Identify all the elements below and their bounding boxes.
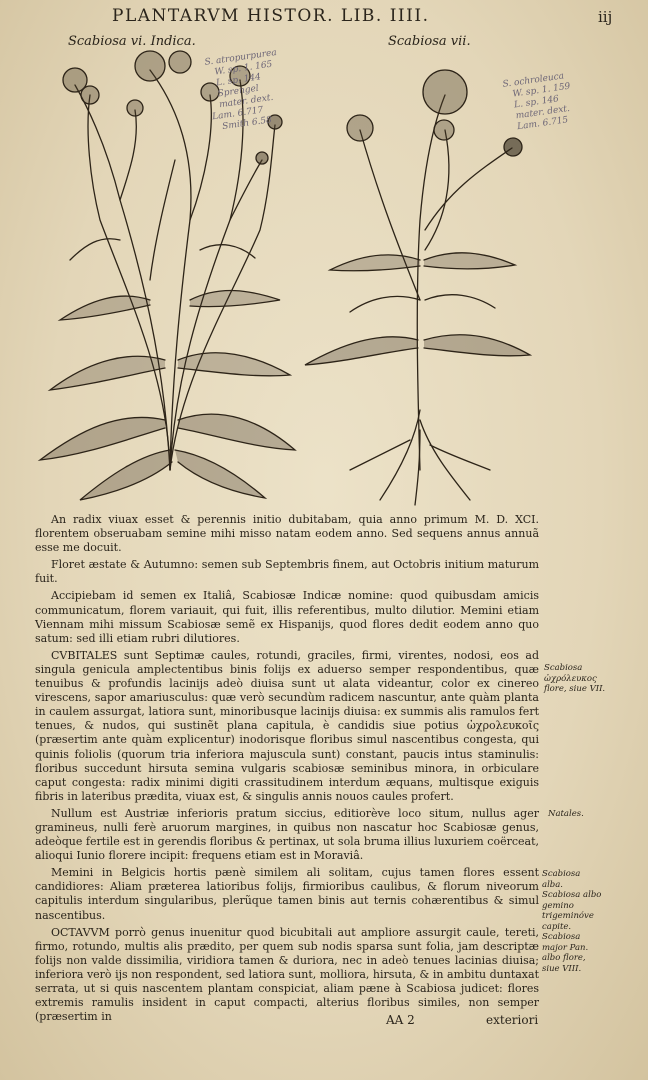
page-number: iij bbox=[598, 8, 613, 26]
running-header: PLANTARVM HISTOR. LIB. IIII. bbox=[112, 6, 430, 26]
catchword: exteriori bbox=[486, 1013, 539, 1027]
margin-note-natales: Natales. bbox=[548, 809, 584, 819]
margin-note-ochroleuca: Scabiosa ὠχρόλευκος flore, siue VII. bbox=[544, 663, 606, 694]
handwritten-note-left: S. atropurpurea W. sp. 1. 165 L. sp. 144 Sprengel mater. dext. Lam. 6.717 Smith 6.58 bbox=[204, 47, 278, 134]
plant-illustration-scabiosa-vii bbox=[305, 70, 530, 505]
paragraph: CVBITALES sunt Septimæ caules, rotundi, graciles, firmi, virentes, nodosi, eos ad singula genicula amplectentibus binis folijs ex aduerso semper respondentibus, quæ tenuibus & profundis lacinijs adeò diuisa sunt ut alata videantur, color ex cinereo virescens, sapor amariusculus: quæ verò secundùm radicem nascuntur, ante quàm planta in caulem assurgat, latiora sunt, minoribusque lacinijs diuisa: ex summis alis ramulos fert tenues, & nudos, qui sustinẽt plana capitula, è candidis siue potius ὠχρολευκοῖς (præsertim ante quàm explicentur) inodorisque floribus simul nascentibus congesta, qui quinis foliolis (quorum tria inferiora majuscula sunt) constant, paucis intus staminulis: floribus succedunt hirsuta semina vulgaris scabiosæ seminibus minora, in orbiculare caput congesta: radix minimi digiti crassitudinem interdum æquans, multisque exiguis fibris in lateribus prædita, viuax est, & singulis annis nouos caules profert. bbox=[35, 648, 539, 803]
paragraph: Floret æstate & Autumno: semen sub Septembris finem, aut Octobris initium maturum fuit. bbox=[35, 558, 539, 586]
paragraph: Accipiebam id semen ex Italiâ, Scabiosæ Indicæ nomine: quod quibusdam amicis communicatum, florem variauit, qui fuit, illis referentibus, multo dilutior. Memini etiam Viennam mihi missum Scabiosæ semẽ ex Hispanijs, quod flores dedit eodem anno quo satum: sed illi etiam rubri dilutiores. bbox=[35, 589, 539, 645]
signature-mark: AA 2 bbox=[386, 1013, 415, 1027]
handwritten-note-right: S. ochroleuca W. sp. 1. 159 L. sp. 146 mater. dext. Lam. 6.715 bbox=[502, 71, 571, 134]
paragraph: Nullum est Austriæ inferioris pratum siccius, editiorève loco situm, nullus ager gramineus, nulli ferè aruorum margines, in quibus non nascatur hoc Scabiosæ genus, adeòque fertile est in gerendis floribus & pertinax, ut sola bruma illius luxuriem coërceat, alioqui Iunio florere incipit: frequens etiam est in Moraviâ. bbox=[35, 806, 539, 863]
paragraph: Memini in Belgicis hortis pænè similem ali solitam, cujus tamen flores essent candidiores: Aliam præterea latioribus folijs, firmioribus caulibus, & florum niveorum capitulis interdum singularibus, plerũque tamen binis aut ternis cohærentibus & simul nascentibus. bbox=[35, 866, 539, 922]
paragraph: An radix viuax esset & perennis initio dubitabam, quia anno primum M. D. XCI. florentem obseruabam semine mihi misso natam eodem anno. Sed sequens annus annuã esse me docuit. bbox=[35, 513, 539, 555]
body-text bbox=[35, 513, 539, 1027]
caption-scabiosa-vii: Scabiosa vii. bbox=[388, 34, 471, 49]
paragraph: OCTAVVM porrò genus inuenitur quod bicubitali aut ampliore assurgit caule, tereti, firmo, rotundo, multis alis prædito, per quem sub nodis sparsa sunt folia, jam descriptæ folijs non valde dissimilia, viridiora tamen & duriora, nec in adeò tenues lacinias diuisa; inferiora verò ijs non respondent, sed latiora sunt, molliora, hirsuta, & in ambitu duntaxat serrata, ut si quis nascentem plantam conspiciat, aliam pæne à Scabiosa judicet: flores extremis ramulis insident in caput compacti, alterius floribus similes, non semper (præsertim in bbox=[35, 925, 539, 1024]
caption-scabiosa-vi: Scabiosa vi. Indica. bbox=[68, 34, 196, 49]
margin-note-alba: Scabiosa alba. Scabiosa albo gemino trigeminóve capite. Scabiosa major Pan. albo flore, siue VIII. bbox=[542, 869, 602, 974]
